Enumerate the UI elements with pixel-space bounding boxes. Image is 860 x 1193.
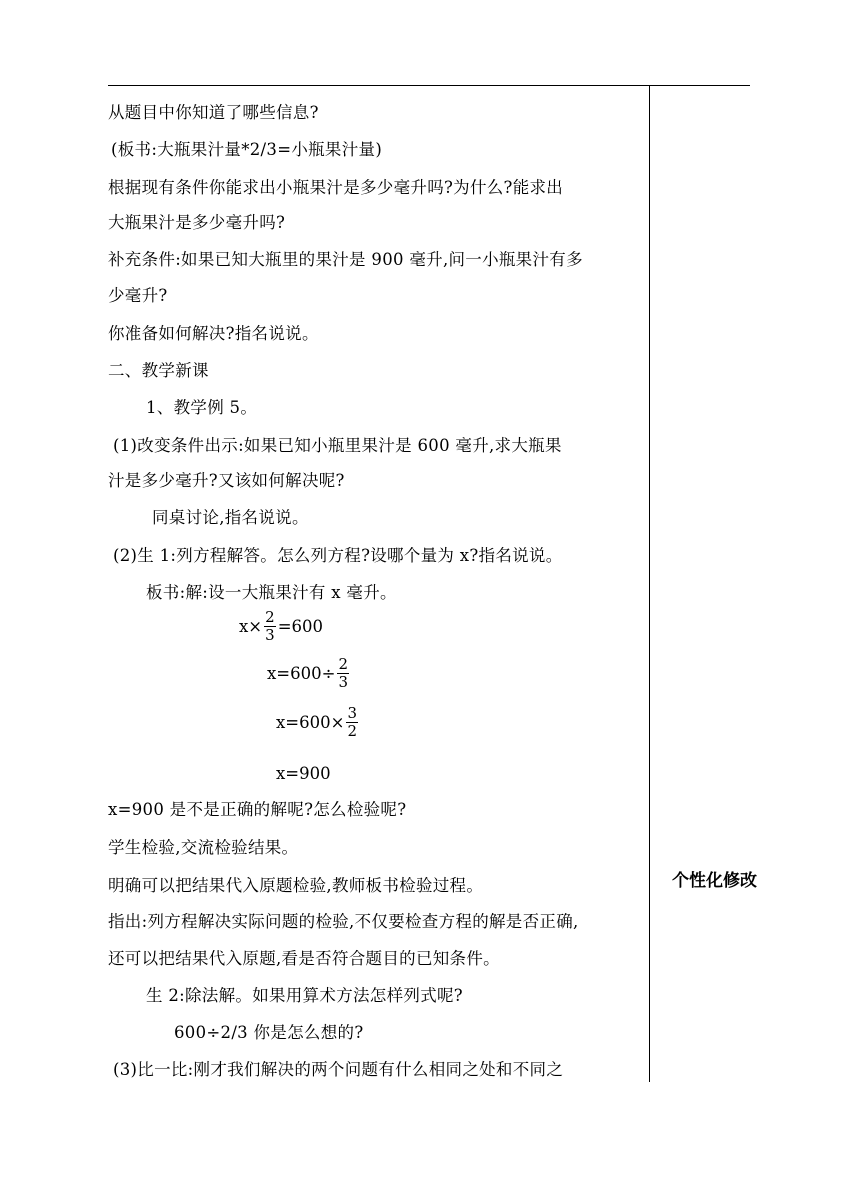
text-line-20: 生 2:除法解。如果用算术方法怎样列式呢? [146,986,463,1005]
text-line-12: 同桌讨论,指名说说。 [152,508,309,527]
text-line-5: 补充条件:如果已知大瓶里的果汁是 900 毫升,问一小瓶果汁有多 [108,250,583,269]
equation-4 [276,764,331,783]
text-line-2: (板书:大瓶果汁量*2/3=小瓶果汁量) [111,140,383,159]
fraction-numerator: 2 [265,608,275,626]
section-heading: 二、教学新课 [108,361,209,380]
equation-1-fraction [264,609,276,644]
text-line-17: 明确可以把结果代入原题检验,教师板书检验过程。 [108,876,484,895]
text-line-15: x=900 是不是正确的解呢?怎么检验呢? [108,800,407,819]
text-line-18: 指出:列方程解决实际问题的检验,不仅要检查方程的解是否正确, [108,912,579,931]
equation-1 [239,609,323,644]
text-line-14: 板书:解:设一大瓶果汁有 x 毫升。 [146,583,397,602]
text-line-21: 600÷2/3 你是怎么想的? [174,1023,364,1042]
equation-3-fraction [346,705,358,740]
text-line-16: 学生检验,交流检验结果。 [108,838,299,857]
equation-4-text: x=900 [276,764,331,783]
fraction-denominator: 3 [338,673,348,691]
equation-2-fraction [337,656,349,691]
text-line-3: 根据现有条件你能求出小瓶果汁是多少毫升吗?为什么?能求出 [108,178,564,197]
text-line-11: 汁是多少毫升?又该如何解决呢? [108,471,345,490]
text-line-22: (3)比一比:刚才我们解决的两个问题有什么相同之处和不同之 [113,1060,564,1079]
fraction-numerator: 2 [338,655,348,673]
fraction-denominator: 2 [347,722,357,740]
fraction-numerator: 3 [347,704,357,722]
equation-3-left: x=600× [276,713,345,732]
equation-2-left: x=600÷ [267,664,336,683]
text-line-7: 你准备如何解决?指名说说。 [108,324,319,343]
text-line-6: 少毫升? [108,286,168,305]
example-heading: 1、教学例 5。 [146,398,258,417]
equation-3 [276,705,360,740]
side-column-label: 个性化修改 [672,871,757,891]
text-line-13: (2)生 1:列方程解答。怎么列方程?设哪个量为 x?指名说说。 [113,546,563,565]
text-line-4: 大瓶果汁是多少毫升吗? [108,213,286,232]
equation-1-left: x× [239,617,263,636]
table-top-border [108,85,750,86]
equation-2 [267,656,351,691]
text-line-1: 从题目中你知道了哪些信息? [108,103,319,122]
fraction-denominator: 3 [265,626,275,644]
equation-1-right: =600 [277,617,324,636]
text-line-19: 还可以把结果代入原题,看是否符合题目的已知条件。 [108,949,500,968]
table-column-divider [649,85,650,1082]
text-line-10: (1)改变条件出示:如果已知小瓶里果汁是 600 毫升,求大瓶果 [113,436,562,455]
